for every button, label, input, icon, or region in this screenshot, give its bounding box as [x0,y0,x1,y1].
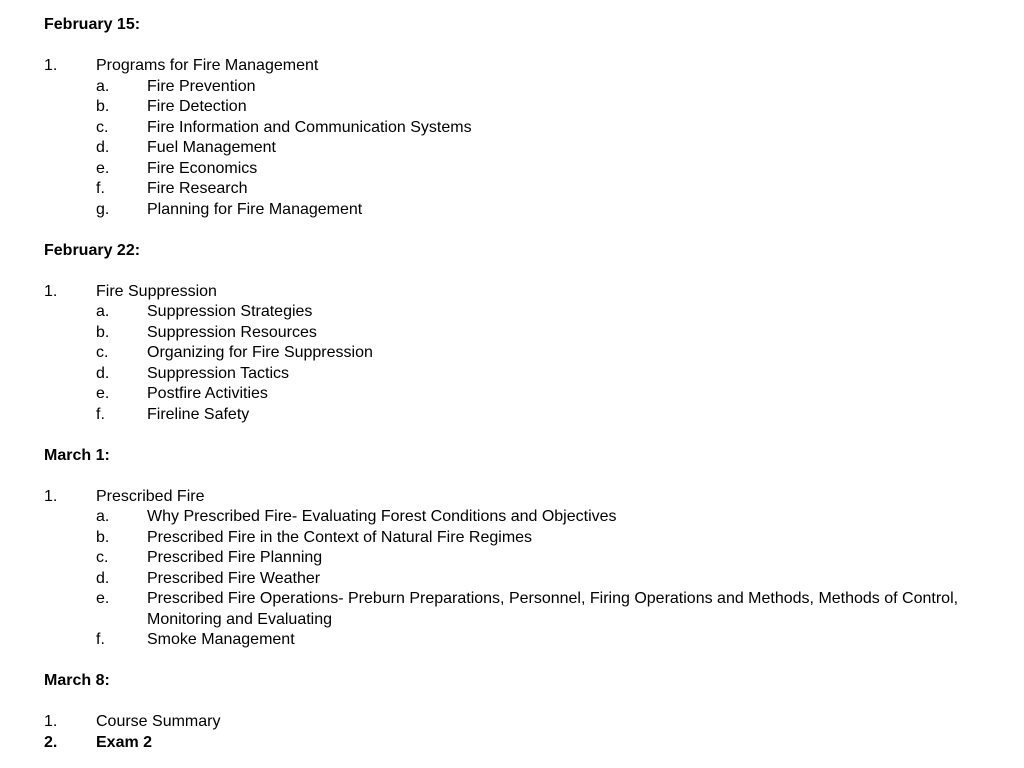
sub-item-letter: d. [96,364,110,382]
sub-item [44,323,994,344]
sub-item-letter: e. [96,385,110,402]
sub-item [44,589,994,630]
sub-item [44,138,994,159]
sub-item-letter: e. [96,159,110,177]
sub-item-letter: e. [96,590,110,607]
sub-item [44,343,994,364]
item-title: Fire Suppression [96,282,217,300]
sub-item [44,77,994,98]
list-item [44,712,994,733]
sub-item-text: Fire Research [147,180,248,197]
sub-item-letter: a. [96,303,110,320]
list-item [44,487,994,508]
list-item [44,56,994,77]
sub-item-letter: b. [96,98,110,115]
sub-item-text: Fire Information and Communication Systems [147,118,472,136]
item-title: Exam 2 [96,733,153,751]
sub-item [44,507,994,528]
sub-item-text: Fire Detection [147,98,247,115]
list-item-exam [44,733,994,754]
section-date: February 15: [44,16,141,33]
sub-item-letter: f. [96,180,105,197]
sub-item-letter: d. [96,569,110,587]
sub-item-text: Prescribed Fire Operations- Preburn Preparations, Personnel, Firing Operations and Methods, Methods of Control, Monitoring and Evaluating [147,590,959,628]
sub-item-text: Suppression Tactics [147,364,289,382]
sub-item [44,405,994,426]
sub-item-letter: b. [96,323,110,341]
item-title: Prescribed Fire [96,487,205,505]
sub-item [44,384,994,405]
sub-item-letter: b. [96,528,110,546]
item-number: 1. [44,713,58,730]
sub-item-text: Fireline Safety [147,405,250,423]
sub-item [44,302,994,323]
sub-item-text: Postfire Activities [147,385,268,402]
sub-item-text: Smoke Management [147,631,295,648]
sub-item [44,630,994,651]
sub-item [44,528,994,549]
item-title: Course Summary [96,713,221,730]
sub-item [44,569,994,590]
sub-item-text: Fire Prevention [147,77,256,95]
sub-item [44,179,994,200]
sub-item-text: Prescribed Fire Planning [147,549,323,566]
item-title: Programs for Fire Management [96,57,319,74]
sub-item [44,118,994,139]
sub-item-letter: d. [96,139,110,156]
sub-item-text: Suppression Strategies [147,303,313,320]
sub-item-letter: c. [96,344,109,361]
item-number: 1. [44,487,58,505]
item-number: 1. [44,282,58,300]
list-item [44,282,994,303]
course-schedule-document [44,15,994,753]
sub-item-text: Organizing for Fire Suppression [147,344,373,361]
sub-item-text: Suppression Resources [147,323,317,341]
section-date: March 1: [44,446,110,464]
sub-item-text: Why Prescribed Fire- Evaluating Forest Conditions and Objectives [147,508,617,525]
sub-item [44,97,994,118]
sub-item [44,548,994,569]
sub-item-text: Planning for Fire Management [147,200,363,218]
sub-item [44,159,994,180]
sub-item-letter: f. [96,405,105,423]
section-date: March 8: [44,672,110,689]
sub-item-text: Prescribed Fire in the Context of Natural Fire Regimes [147,528,533,546]
sub-item-letter: a. [96,508,110,525]
sub-item-letter: c. [96,549,109,566]
item-number: 2. [44,733,58,751]
section-date: February 22: [44,241,141,259]
item-number: 1. [44,57,58,74]
sub-item-text: Fire Economics [147,159,258,177]
sub-item-letter: a. [96,77,110,95]
sub-item-text: Prescribed Fire Weather [147,569,321,587]
sub-item-text: Fuel Management [147,139,276,156]
sub-item-letter: g. [96,200,110,218]
sub-item-letter: c. [96,118,109,136]
sub-item-letter: f. [96,631,105,648]
sub-item [44,364,994,385]
sub-item [44,200,994,221]
